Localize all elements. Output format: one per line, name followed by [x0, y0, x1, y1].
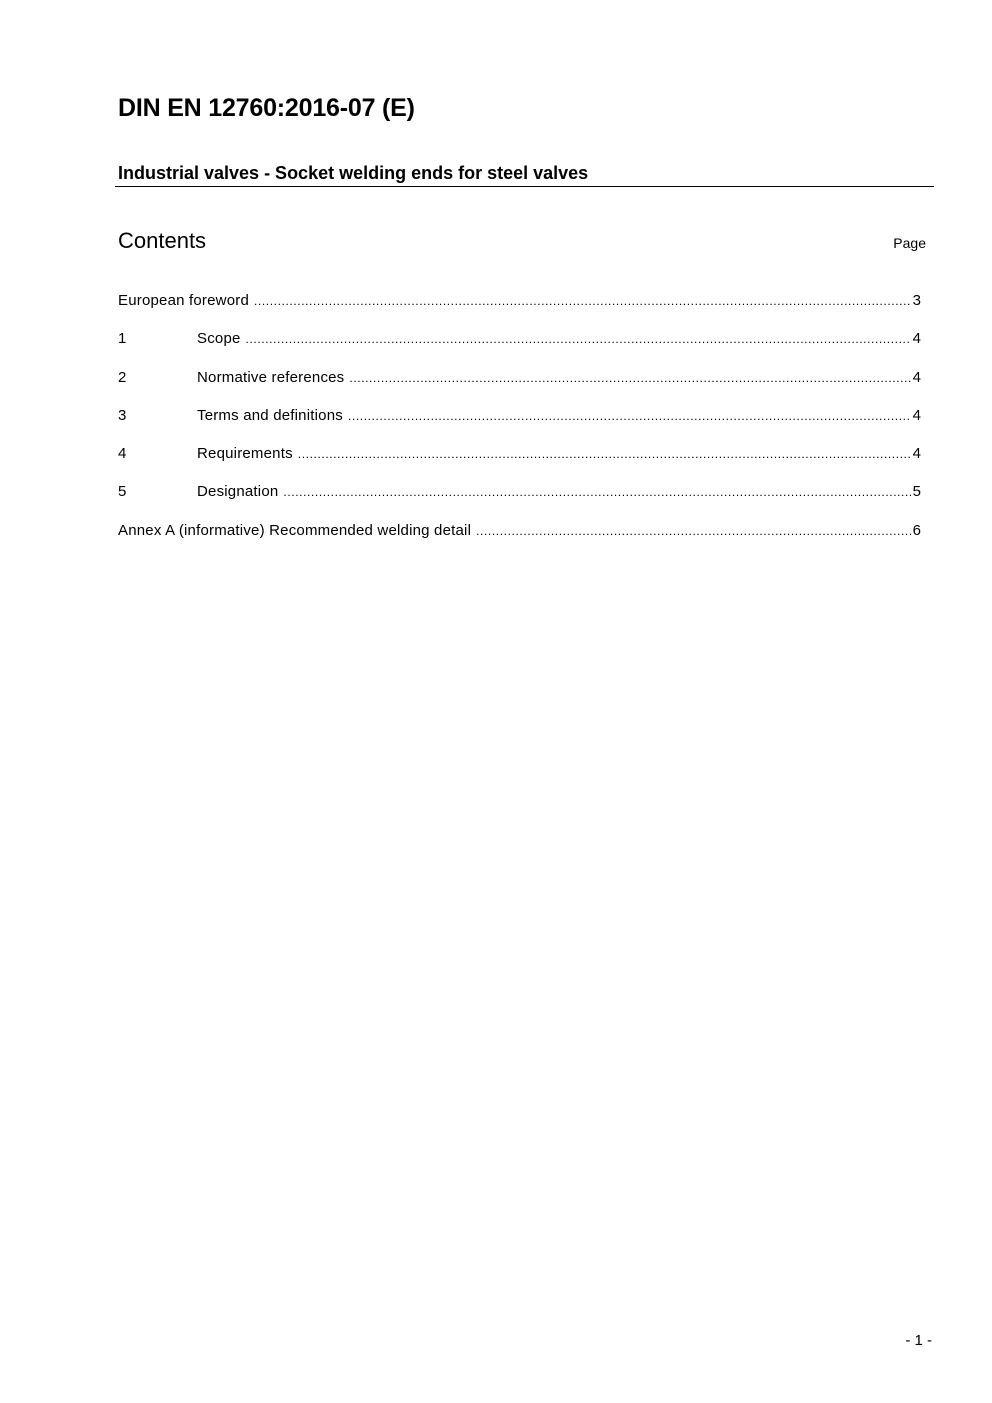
- toc-entry-page: 5: [912, 483, 921, 501]
- toc-dot-leader: [348, 409, 911, 423]
- table-of-contents: [118, 292, 921, 560]
- toc-dot-leader: [283, 485, 910, 499]
- toc-entry-terms-and-definitions[interactable]: [118, 407, 921, 445]
- toc-entry-number: 1: [118, 330, 127, 348]
- subtitle-underline: [115, 186, 934, 187]
- toc-entry-label: Scope: [197, 330, 241, 348]
- toc-entry-number: 2: [118, 368, 127, 386]
- toc-entry-page: 3: [912, 292, 921, 309]
- toc-entry-number: 4: [118, 445, 127, 463]
- toc-entry-page: 4: [912, 368, 921, 386]
- page-column-heading: Page: [893, 235, 926, 251]
- toc-entry-normative-references[interactable]: [118, 369, 921, 407]
- toc-entry-label: Terms and definitions: [197, 406, 343, 424]
- document-subtitle: Industrial valves - Socket welding ends for steel valves: [118, 163, 589, 183]
- toc-entry-designation[interactable]: [118, 483, 921, 521]
- toc-entry-label: Requirements: [197, 445, 293, 463]
- toc-entry-page: 4: [912, 330, 921, 348]
- toc-entry-number: 5: [118, 483, 127, 501]
- toc-entry-page: 4: [912, 406, 921, 424]
- toc-entry-page: 6: [912, 521, 921, 539]
- toc-entry-scope[interactable]: [118, 330, 921, 368]
- toc-entry-requirements[interactable]: [118, 445, 921, 483]
- toc-entry-number: 3: [118, 406, 127, 424]
- toc-entry-label: Annex A (informative) Recommended welding detail: [118, 521, 472, 539]
- toc-entry-label: Normative references: [197, 368, 345, 386]
- contents-heading: Contents: [118, 228, 207, 253]
- toc-dot-leader: [246, 332, 911, 346]
- toc-dot-leader: [476, 524, 911, 538]
- footer-page-number: - 1 -: [905, 1332, 932, 1349]
- toc-entry-european-foreword[interactable]: [118, 292, 921, 330]
- toc-entry-annex-a[interactable]: [118, 522, 921, 560]
- toc-dot-leader: [349, 371, 910, 385]
- document-title: DIN EN 12760:2016-07 (E): [118, 94, 415, 122]
- toc-entry-label: European foreword: [118, 292, 249, 309]
- toc-entry-label: Designation: [197, 483, 279, 501]
- toc-entry-page: 4: [912, 445, 921, 463]
- toc-dot-leader: [298, 447, 911, 461]
- toc-dot-leader: [254, 294, 911, 308]
